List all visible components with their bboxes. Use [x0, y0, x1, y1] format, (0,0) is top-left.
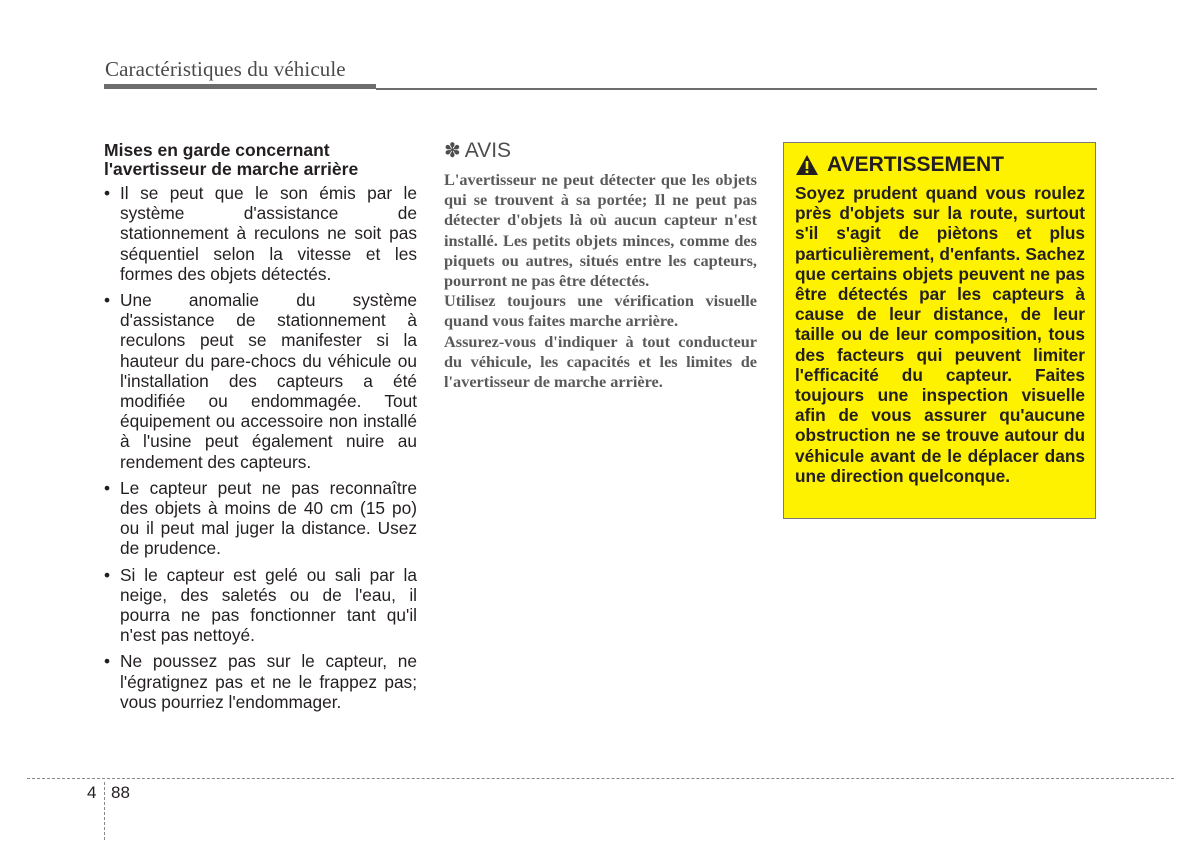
- avis-paragraph: Utilisez toujours une vérification visuelle quand vous faites marche arrière.: [444, 291, 757, 331]
- list-item: [104, 478, 417, 559]
- list-item-text: Ne poussez pas sur le capteur, ne l'égratignez pas et ne le frappez pas; vous pourriez l'endommager.: [120, 651, 417, 712]
- chapter-number: 4: [87, 783, 97, 802]
- bullet-icon: •: [104, 290, 111, 311]
- avis-heading: [444, 138, 757, 164]
- warning-title: AVERTISSEMENT: [827, 153, 1004, 176]
- avis-paragraph: L'avertisseur ne peut détecter que les objets qui se trouvent à sa portée; Il ne peut pas détecter d'objets là où aucun capteur n'est installé. Les petits objets minces, comme des piquets ou autres, situés entre les capteurs, pourront ne pas être détectés.: [444, 170, 757, 291]
- list-item-text: Le capteur peut ne pas reconnaître des objets à moins de 40 cm (15 po) ou il peut mal juger la distance. Usez de prudence.: [120, 477, 417, 559]
- list-item: [104, 183, 417, 284]
- asterisk-icon: ✽: [444, 140, 461, 162]
- list-item-text: Une anomalie du système d'assistance de stationnement à reculons peut se manifester si la hauteur du pare-chocs du véhicule ou l'installation des capteurs a été modifiée ou endommagée. Tout équipement ou accessoire non installé à l'usine peut également nuire au rendement des capteurs.: [120, 290, 417, 472]
- list-item-text: Si le capteur est gelé ou sali par la neige, des saletés ou de l'eau, il pourra ne pas fonctionner tant qu'il n'est pas nettoyé.: [120, 564, 417, 646]
- warning-header: [795, 152, 1085, 178]
- warning-triangle-icon: [795, 154, 819, 176]
- avis-column: [444, 138, 757, 392]
- list-item-text: Il se peut que le son émis par le système d'assistance de stationnement à reculons ne soit pas séquentiel selon la vitesse et les formes des objets détectés.: [120, 183, 417, 284]
- header-rule-thick: [104, 84, 376, 89]
- warning-box: [783, 142, 1096, 519]
- bullet-icon: •: [104, 477, 111, 498]
- avis-title: AVIS: [464, 139, 512, 162]
- avis-paragraph: Assurez-vous d'indiquer à tout conducteur du véhicule, les capacités et les limites de l'avertisseur de marche arrière.: [444, 331, 757, 392]
- page-header-title: Caractéristiques du véhicule: [105, 57, 346, 81]
- bullet-icon: •: [104, 651, 111, 672]
- list-item: [104, 651, 417, 712]
- page-number: 88: [111, 783, 130, 802]
- precautions-column: [104, 141, 417, 718]
- bullet-icon: •: [104, 564, 111, 585]
- footer-vertical-divider: [104, 782, 105, 840]
- warning-body: Soyez prudent quand vous roulez près d'objets sur la route, surtout s'il s'agit de piètons et plus particulièrement, d'enfants. Sachez que certains objets peuvent ne pas être détectés par les capteurs à cause de leur distance, de leur taille ou de leur composition, tous des facteurs qui peuvent limiter l'efficacité du capteur. Faites toujours une inspection visuelle afin de vous assurer qu'aucune obstruction ne se trouve autour du véhicule avant de le déplacer dans une direction quelconque.: [795, 183, 1085, 486]
- precautions-list: [104, 183, 417, 712]
- header-rule-thin: [376, 88, 1097, 90]
- list-item: [104, 290, 417, 472]
- bullet-icon: •: [104, 183, 111, 203]
- footer-divider: [27, 778, 1174, 779]
- section-heading: Mises en garde concernant l'avertisseur de marche arrière: [104, 140, 359, 179]
- list-item: [104, 565, 417, 646]
